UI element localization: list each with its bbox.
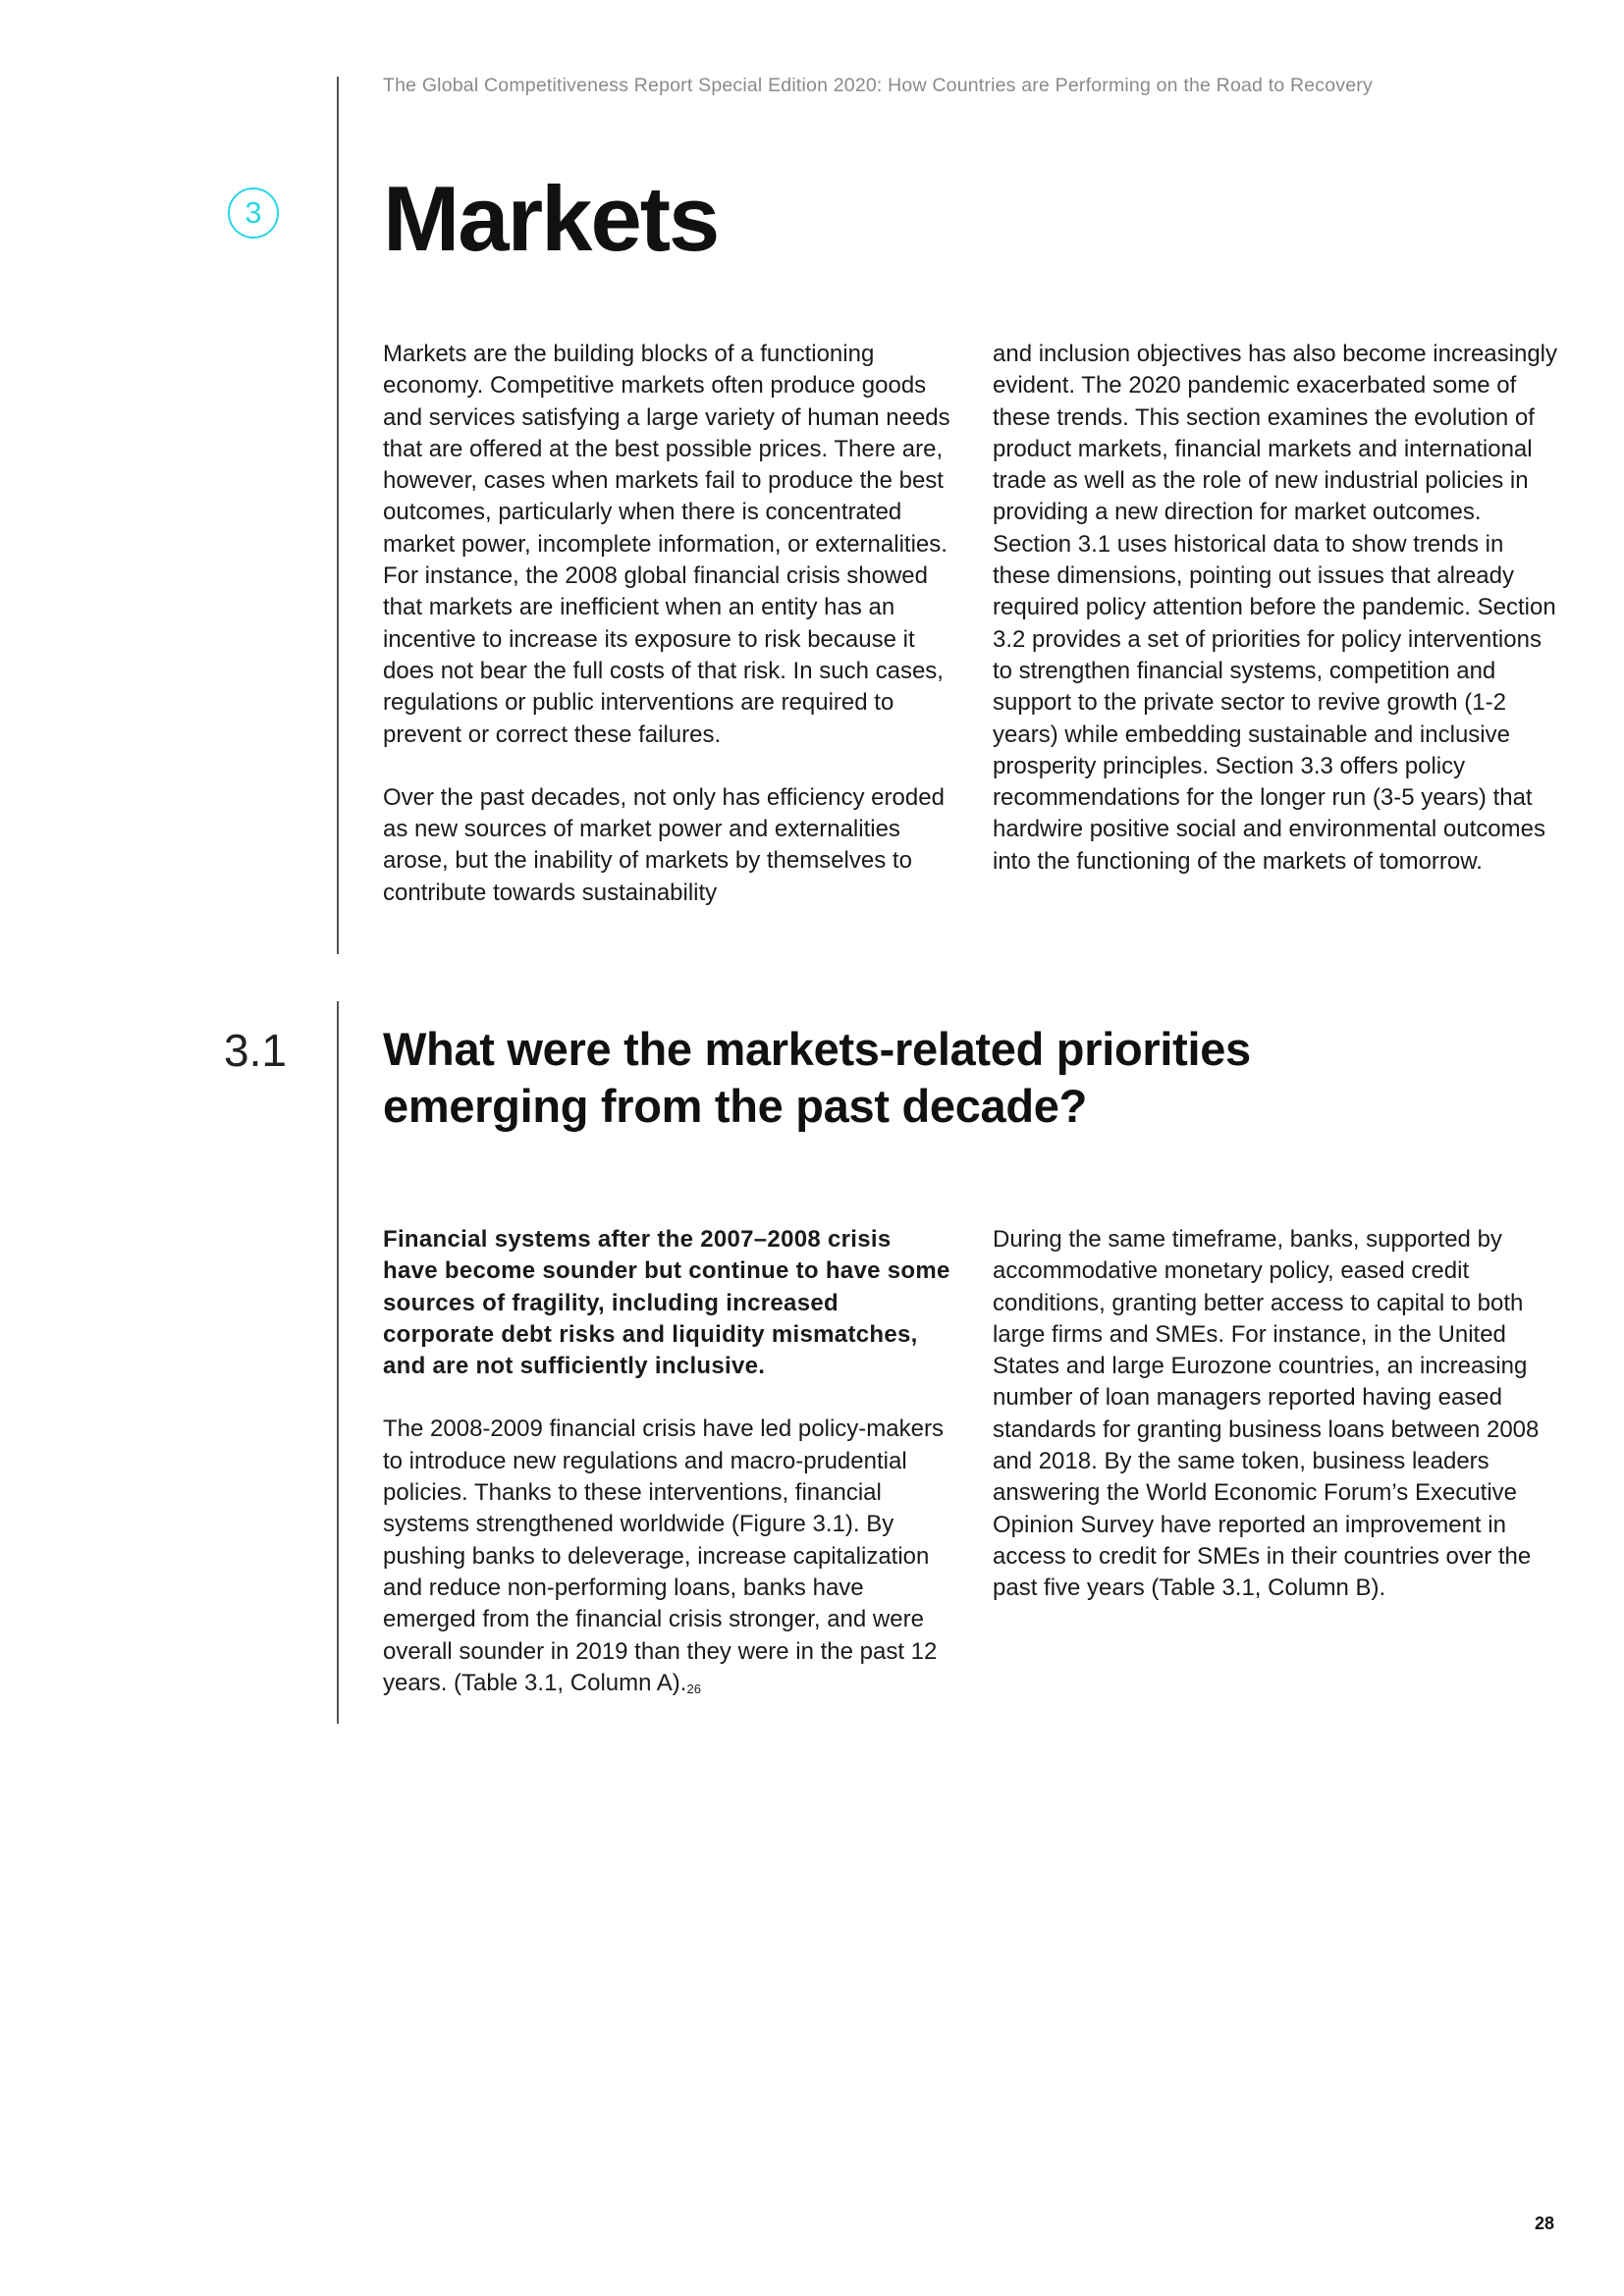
chapter-number-badge: [228, 187, 279, 239]
section-right-column: [993, 1224, 1562, 1605]
section-body-left-text: The 2008-2009 financial crisis have led policy-makers to introduce new regulations and macro-prudential policies. Thanks to these interventions, financial systems strengthened worldwide (Figure 3.1). By pushing banks to deleverage, increase capitalization and reduce non-performing loans, banks have emerged from the financial crisis stronger, and were overall sounder in 2019 than they were in the past 12 years. (Table 3.1, Column A).: [383, 1415, 944, 1696]
intro-left-column: [383, 339, 952, 909]
section-left-column: [383, 1224, 952, 1699]
running-header: The Global Competitiveness Report Special Edition 2020: How Countries are Performing on the Road to Recovery: [383, 75, 1373, 96]
section-number: 3.1: [224, 1025, 287, 1076]
margin-rule-bottom: [337, 1001, 339, 1724]
chapter-number: 3: [244, 195, 262, 230]
page-number: 28: [1535, 2214, 1555, 2233]
section-body-left: [383, 1414, 952, 1699]
footnote-reference[interactable]: 26: [686, 1681, 701, 1696]
intro-paragraph-2: Over the past decades, not only has efficiency eroded as new sources of market power and externalities arose, but the inability of markets by themselves to contribute towards sustainability: [383, 783, 945, 906]
section-lead: Financial systems after the 2007–2008 crisis have become sounder but continue to have some sources of fragility, including increased corporate debt risks and liquidity mismatches, and are not sufficiently inclusive.: [383, 1226, 950, 1380]
section-title: What were the markets-related priorities emerging from the past decade?: [383, 1023, 1251, 1132]
section-body-right: During the same timeframe, banks, supported by accommodative monetary policy, eased credit conditions, granting better access to capital to both large firms and SMEs. For instance, in the United States and large Eurozone countries, an increasing number of loan managers reported having eased standards for granting business loans between 2008 and 2018. By the same token, business leaders answering the World Economic Forum’s Executive Opinion Survey have reported an improvement in access to credit for SMEs in their countries over the past five years (Table 3.1, Column B).: [993, 1226, 1540, 1602]
chapter-title: Markets: [383, 167, 719, 270]
intro-right-column: [993, 339, 1562, 878]
intro-paragraph-1: Markets are the building blocks of a functioning economy. Competitive markets often produce goods and services satisfying a large variety of human needs that are offered at the best possible prices. There are, however, cases when markets fail to produce the best outcomes, particularly when there is concentrated market power, incomplete information, or externalities. For instance, the 2008 global financial crisis showed that markets are inefficient when an entity has an incentive to increase its exposure to risk because it does not bear the full costs of that risk. In such cases, regulations or public interventions are required to prevent or correct these failures.: [383, 341, 950, 748]
intro-paragraph-3: and inclusion objectives has also become increasingly evident. The 2020 pandemic exacerbated some of these trends. This section examines the evolution of product markets, financial markets and international trade as well as the role of new industrial policies in providing a new direction for market outcomes. Section 3.1 uses historical data to show trends in these dimensions, pointing out issues that already required policy attention before the pandemic. Section 3.2 provides a set of priorities for policy interventions to strengthen financial systems, competition and support to the private sector to revive growth (1-2 years) while embedding sustainable and inclusive prosperity principles. Section 3.3 offers policy recommendations for the longer run (3-5 years) that hardwire positive social and environmental outcomes into the functioning of the markets of tomorrow.: [993, 341, 1557, 875]
margin-rule-top: [337, 77, 339, 954]
